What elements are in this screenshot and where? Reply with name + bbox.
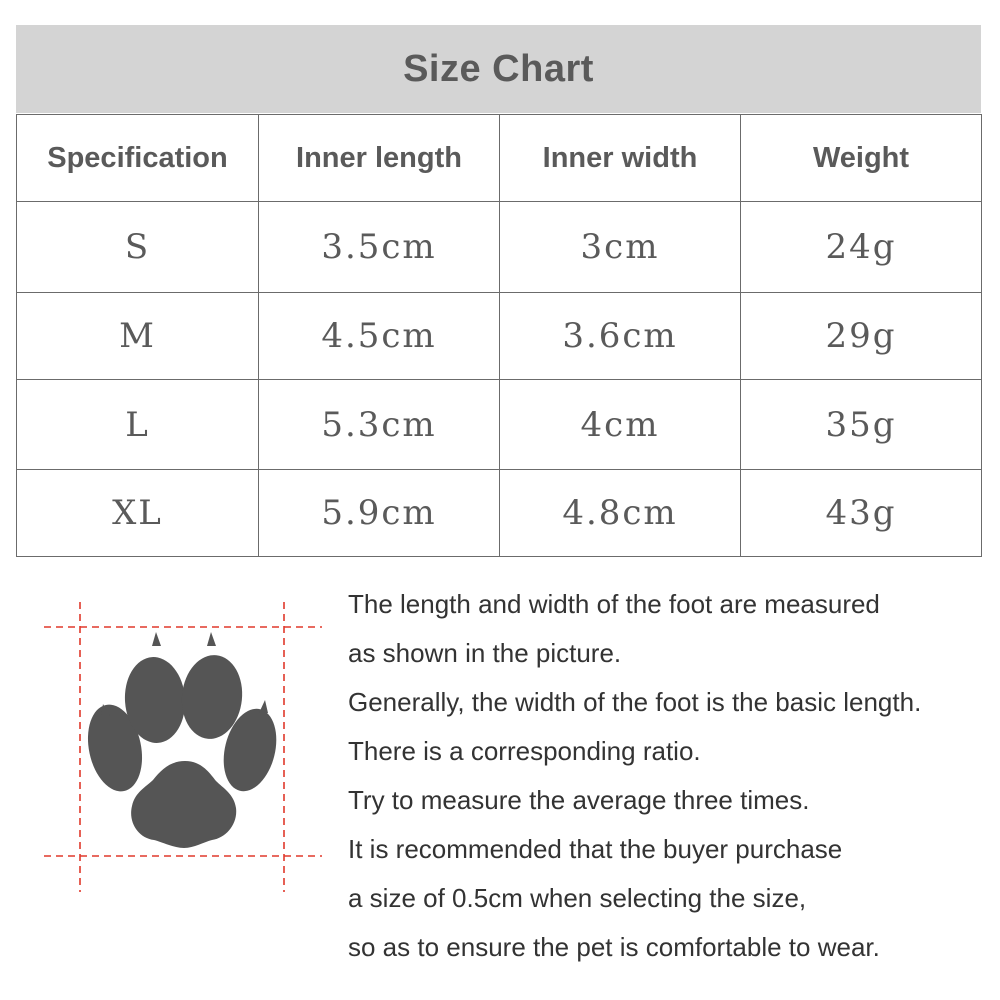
- size-chart-title: Size Chart: [403, 47, 594, 90]
- paw-claw-3: [207, 632, 216, 646]
- paw-measurement-figure: [40, 598, 330, 898]
- paw-pad: [131, 761, 236, 848]
- cell-inner-width: 3.6cm: [500, 293, 741, 380]
- instruction-line: The length and width of the foot are measured: [348, 589, 880, 619]
- paw-shape: [80, 632, 284, 848]
- paw-claw-2: [152, 632, 161, 646]
- cell-inner-width: 4cm: [500, 380, 741, 470]
- cell-spec: S: [17, 202, 259, 293]
- measurement-guide-lines: [44, 602, 322, 892]
- paw-print-icon: [40, 598, 330, 898]
- cell-weight: 24g: [741, 202, 982, 293]
- table-header-row: [17, 115, 982, 202]
- size-chart-title-bar: [16, 25, 981, 113]
- table-row: [17, 293, 982, 380]
- instruction-line: There is a corresponding ratio.: [348, 736, 701, 766]
- cell-inner-length: 5.9cm: [259, 470, 500, 557]
- size-chart: [16, 25, 981, 558]
- column-header-specification: Specification: [17, 115, 259, 202]
- paw-claw-4: [259, 700, 268, 713]
- cell-weight: 35g: [741, 380, 982, 470]
- size-table: [16, 114, 982, 557]
- instruction-line: Try to measure the average three times.: [348, 785, 810, 815]
- cell-inner-length: 4.5cm: [259, 293, 500, 380]
- column-header-inner-length: Inner length: [259, 115, 500, 202]
- measurement-instructions: [348, 580, 993, 972]
- cell-spec: L: [17, 380, 259, 470]
- instruction-line: Generally, the width of the foot is the basic length.: [348, 687, 922, 717]
- cell-inner-length: 3.5cm: [259, 202, 500, 293]
- table-row: [17, 380, 982, 470]
- column-header-weight: Weight: [741, 115, 982, 202]
- cell-weight: 29g: [741, 293, 982, 380]
- instruction-line: as shown in the picture.: [348, 638, 622, 668]
- instruction-line: so as to ensure the pet is comfortable to wear.: [348, 932, 880, 962]
- cell-inner-width: 3cm: [500, 202, 741, 293]
- table-row: [17, 470, 982, 557]
- cell-inner-length: 5.3cm: [259, 380, 500, 470]
- column-header-inner-width: Inner width: [500, 115, 741, 202]
- table-row: [17, 202, 982, 293]
- instruction-line: a size of 0.5cm when selecting the size,: [348, 883, 807, 913]
- cell-spec: M: [17, 293, 259, 380]
- cell-inner-width: 4.8cm: [500, 470, 741, 557]
- cell-weight: 43g: [741, 470, 982, 557]
- cell-spec: XL: [17, 470, 259, 557]
- instruction-line: It is recommended that the buyer purchase: [348, 834, 843, 864]
